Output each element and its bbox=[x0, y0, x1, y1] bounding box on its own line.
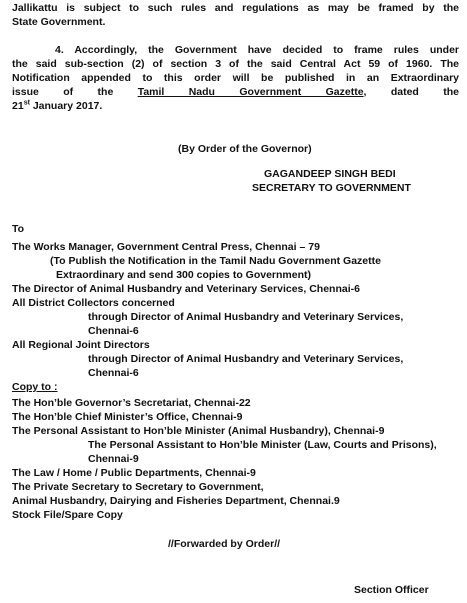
intro-line-1: Jallikattu is subject to such rules and regulations as may be framed by the bbox=[12, 2, 459, 14]
para4-line-1: 4. Accordingly, the Government have decided to frame rules under bbox=[55, 44, 459, 56]
copy-to-line: The Personal Assistant to Hon’ble Minister (Law, Courts and Prisons), bbox=[88, 439, 437, 451]
forwarded-line: //Forwarded by Order// bbox=[168, 538, 281, 550]
copy-to-line: The Private Secretary to Secretary to Government, bbox=[12, 481, 264, 493]
to-line: The Director of Animal Husbandry and Veterinary Services, Chennai-6 bbox=[12, 283, 360, 295]
to-line: through Director of Animal Husbandry and Veterinary Services, bbox=[88, 353, 404, 365]
section-officer: Section Officer bbox=[354, 584, 429, 596]
para4-line-2: the said sub-section (2) of section 3 of the said Central Act 59 of 1960. The bbox=[12, 58, 459, 70]
signatory-title: SECRETARY TO GOVERNMENT bbox=[252, 182, 411, 194]
to-line: Chennai-6 bbox=[88, 367, 139, 379]
date-day: 21 bbox=[12, 100, 24, 112]
date-suffix: st bbox=[23, 99, 30, 107]
to-line: through Director of Animal Husbandry and Veterinary Services, bbox=[88, 311, 404, 323]
date-rest: January 2017. bbox=[29, 100, 103, 112]
copy-to-line: Chennai-9 bbox=[88, 453, 139, 465]
to-label: To bbox=[12, 223, 25, 235]
to-line: Chennai-6 bbox=[88, 325, 139, 337]
copy-to-line: The Hon’ble Governor’s Secretariat, Chennai-22 bbox=[12, 397, 251, 409]
para4-line-4-pre: issue of the bbox=[12, 86, 138, 98]
to-line: (To Publish the Notification in the Tamil Nadu Government Gazette bbox=[50, 255, 381, 267]
para4-line-4-post: dated the bbox=[366, 86, 459, 98]
signatory-name: GAGANDEEP SINGH BEDI bbox=[264, 168, 396, 180]
para4-line-3: Notification appended to this order will be published in an Extraordinary bbox=[12, 72, 459, 84]
copy-to-line: The Law / Home / Public Departments, Chennai-9 bbox=[12, 467, 256, 479]
to-line: All Regional Joint Directors bbox=[12, 339, 150, 351]
gazette-name: Tamil Nadu Government Gazette, bbox=[137, 86, 367, 98]
order-line: (By Order of the Governor) bbox=[178, 143, 312, 155]
to-line: Extraordinary and send 300 copies to Government) bbox=[56, 269, 311, 281]
copy-to-label: Copy to : bbox=[12, 381, 58, 393]
copy-to-line: The Personal Assistant to Hon’ble Minister (Animal Husbandry), Chennai-9 bbox=[12, 425, 385, 437]
para4-line-4 bbox=[12, 85, 459, 99]
copy-to-line: Stock File/Spare Copy bbox=[12, 509, 123, 521]
para4-date bbox=[12, 99, 102, 113]
copy-to-line: Animal Husbandry, Dairying and Fisheries Department, Chennai.9 bbox=[12, 495, 340, 507]
to-line: All District Collectors concerned bbox=[12, 297, 175, 309]
intro-line-2: State Government. bbox=[12, 16, 106, 28]
to-line: The Works Manager, Government Central Press, Chennai – 79 bbox=[12, 241, 320, 253]
copy-to-line: The Hon’ble Chief Minister’s Office, Chennai-9 bbox=[12, 411, 243, 423]
